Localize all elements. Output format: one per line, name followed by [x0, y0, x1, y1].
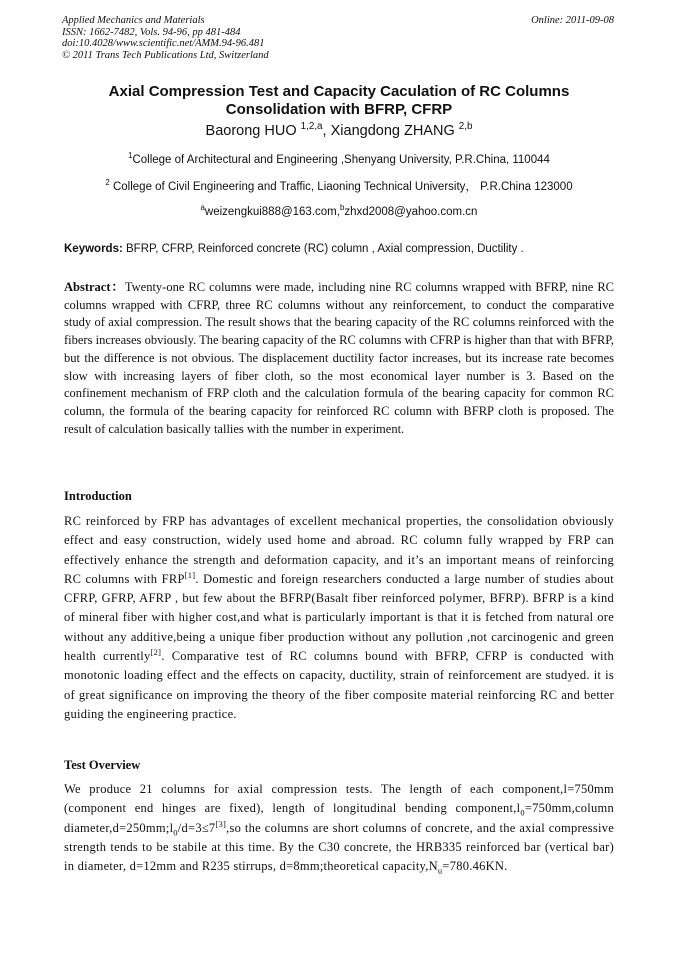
affiliation-1-marker: 1 [128, 151, 133, 161]
affiliation-1-text: College of Architectural and Engineering ,Shenyang University, P.R.China, 110044 [132, 154, 550, 166]
author-list [60, 122, 618, 140]
affiliation-2-marker: 2 [105, 178, 110, 188]
email-a: weizengkui888@163.com, [204, 206, 340, 218]
title-line-1: Axial Compression Test and Capacity Caculation of RC Columns [108, 83, 570, 100]
introduction-heading: Introduction [64, 489, 132, 503]
subscript-nu: u [437, 865, 443, 876]
test-text-2: =750mm,column diameter,d=250mm;l [64, 801, 614, 835]
keywords-label: Keywords: [64, 243, 126, 255]
subscript-l0-b: 0 [173, 827, 178, 838]
citation-3: [3] [215, 818, 227, 829]
citation-1: [1] [184, 569, 196, 580]
online-date: Online: 2011-09-08 [531, 15, 614, 26]
title-line-2: Consolidation with BFRP, CFRP [225, 101, 453, 118]
abstract-label: Abstract： [64, 280, 125, 294]
test-text-4: ,so the columns are short columns of concrete, and the axial compressive strength tends to be stabile at this time. By the C30 concrete, the HRB335 reinforced bar (vertical bar) in diameter, d=12mm and R235 stirrups, d=8mm;theoretical capacity,N [64, 820, 614, 874]
test-text-1: We produce 21 columns for axial compression tests. The length of each component,l=750mm (component end hinges are fixed), length of longitudinal bending component,l [64, 782, 614, 816]
author-emails [60, 205, 618, 219]
affiliation-2-text: College of Civil Engineering and Traffic, Liaoning Technical University， P.R.China 123000 [109, 181, 573, 193]
email-b: zhxd2008@yahoo.com.cn [344, 206, 478, 218]
test-overview-paragraph [64, 780, 614, 876]
author-2-name: Xiangdong ZHANG [330, 123, 459, 139]
journal-name: Applied Mechanics and Materials [62, 15, 205, 26]
author-separator: , [322, 123, 331, 139]
author-1-name: Baorong HUO [205, 123, 301, 139]
email-b-marker: b [339, 203, 345, 213]
issn-line: ISSN: 1662-7482, Vols. 94-96, pp 481-484 [62, 26, 241, 38]
affiliation-1 [60, 153, 618, 167]
abstract-text: Twenty-one RC columns were made, including nine RC columns wrapped with BFRP, nine RC columns wrapped with CFRP, three RC columns without any reinforcement, to conduct the comparative study of axial compression. The result shows that the bearing capacity of the RC columns reinforced with the fibers increases obviously. The bearing capacity of the RC columns with CFRP is higher than that with BFRP, but the difference is not obvious. The displacement ductility factor increases, but its increase rate becomes slow with increasing layers of fiber cloth, so the most economical layer number is 3. Based on the confinement mechanism of FRP cloth and the calculation formula of the bearing capacity for common RC column, the formula of the bearing capacity for reinforced RC column with BFRP cloth is proposed. The result of calculation basically tallies with the number in experiment. [64, 280, 614, 436]
test-text-5: =780.46KN. [442, 859, 508, 874]
paper-title [60, 83, 618, 119]
author-1-affiliation-marker: 1,2,a [300, 121, 323, 133]
subscript-l0-a: 0 [520, 807, 525, 818]
test-overview-heading: Test Overview [64, 758, 141, 772]
keywords-text: BFRP, CFRP, Reinforced concrete (RC) column , Axial compression, Ductility . [126, 243, 524, 255]
introduction-paragraph [64, 512, 614, 724]
doi-line: doi:10.4028/www.scientific.net/AMM.94-96.481 [62, 38, 265, 49]
email-a-marker: a [200, 203, 205, 213]
test-text-3: /d=3≤7 [177, 820, 216, 835]
copyright-line: © 2011 Trans Tech Publications Ltd, Switzerland [62, 49, 269, 61]
abstract [64, 279, 614, 438]
citation-2: [2] [150, 646, 162, 657]
intro-text-3: . Comparative test of RC columns bound with BFRP, CFRP is conducted with monotonic loading effect and the effects on capacity, ductility, strain of reinforcement are studyed. it is of great significance on improving the theory of the fiber composite material reinforcing RC and better guiding the engineering practice. [64, 649, 614, 721]
keywords [64, 242, 616, 256]
author-2-affiliation-marker: 2,b [458, 121, 473, 133]
affiliation-2 [60, 180, 618, 194]
intro-text-1: RC reinforced by FRP has advantages of excellent mechanical properties, the consolidation obviously effect and easy construction, widely used home and abroad. RC column fully wrapped by FRP can effectively enhance the strength and deformation capacity, and it’s an important means of reinforcing RC columns with FRP [64, 514, 614, 586]
intro-text-2: . Domestic and foreign researchers conducted a large number of studies about CFRP, GFRP, AFRP , but few about the BFRP(Basalt fiber reinforced polymer, BFRP). BFRP is a kind of mineral fiber with higher cost,and what is particularly important is that it is fetched from natural ore without any additive,being a unique fiber production without any pollution ,not carcinogenic and green health currently [64, 571, 614, 664]
journal-header [62, 15, 269, 61]
